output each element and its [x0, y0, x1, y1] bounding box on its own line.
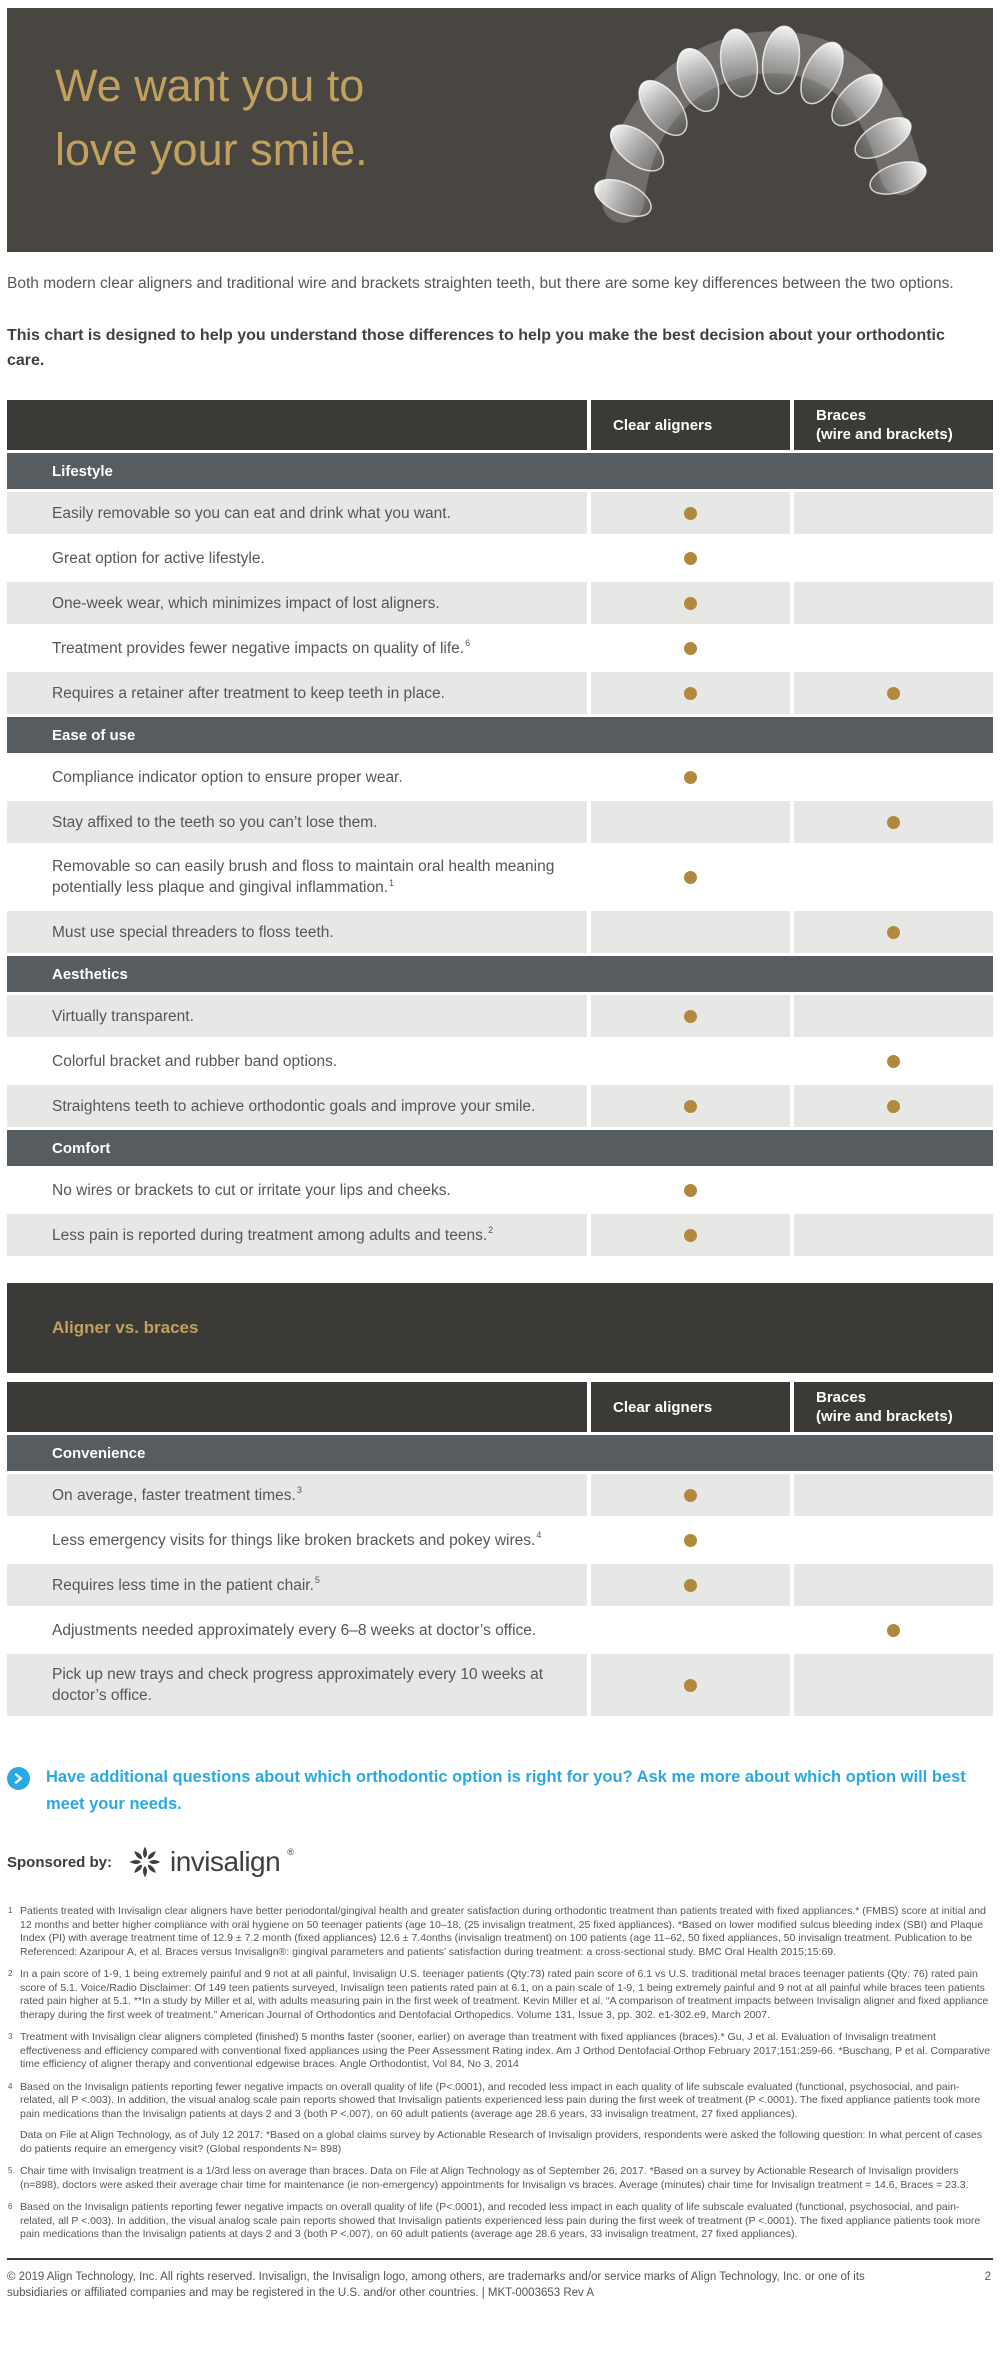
section-title: Aesthetics — [52, 965, 128, 983]
gold-dot-marker — [887, 926, 900, 939]
row-text: Straightens teeth to achieve orthodontic goals and improve your smile. — [52, 1097, 536, 1115]
gold-dot-marker — [887, 1055, 900, 1068]
header-braces — [794, 400, 993, 450]
invisalign-logo — [127, 1844, 294, 1880]
comparison-table-1 — [7, 400, 993, 1256]
gold-dot-marker — [684, 1184, 697, 1197]
footnote-text: Patients treated with Invisalign clear aligners have better periodontal/gingival health and greater satisfaction during orthodontic treatment than patients treated with fixed appliances.* (FMBS) score at initial and 12 months and better higher compliance with oral hygiene on 50 teenager patients (age 10–18, (25 invisalign treatment, 25 fixed appliances). *Based on lower modified sulcus bleeding index (SBI) and Plaque Index (PI) with average treatment time of 12.9 ± 7.2 month (fixed appliances) 12.6 ± 7.4onths (invisalign treatment) on 100 patients (age 11–62, 50 fixed appliances, 50 invisalign treatment. Publication to be Referenced: Azaripour A, et al. Braces versus Invisalign®: gingival parameters and patients’ satisfaction during treatment: a cross-sectional study. BMC Oral Health 2015;15:69. — [20, 1905, 986, 1958]
section-header — [7, 956, 993, 992]
gold-dot-marker — [887, 687, 900, 700]
row-footnote-ref: 1 — [389, 877, 395, 888]
gold-dot-marker — [684, 1100, 697, 1113]
braces-cell — [794, 1474, 993, 1516]
table-row — [7, 672, 993, 714]
hero-headline-line1: We want you to — [55, 60, 365, 111]
row-description — [7, 1609, 587, 1651]
copyright-text: © 2019 Align Technology, Inc. All rights reserved. Invisalign, the Invisalign logo, among others, are trademarks and/or service marks of Align Technology, Inc. or one of its subsidiaries or affiliated companies and may be registered in the U.S. and/or other countries. | MKT-0003653 Rev A — [7, 2270, 865, 2299]
footnote-text: In a pain score of 1-9, 1 being extremely painful and 9 not at all painful, Invisalign U.S. teenager patients (Qty:73) rated pain score of 6.1 vs U.S. traditional metal braces teenager patients (Qty: 76) rated pain score of 5.1. Voice/Radio Disclaimer: Of 149 teen patients surveyed, Invisalign teen patients rated pain at 6.1, on a pain scale of 1-9, 1 being extremely painful and 9 not at all painful while braces teen patients rated pain higher at 5.1. **In a study by Miller et al, with adults measuring pain in the first week of treatment. Kevin Miller et al. “A comparison of treatment impacts between Invisalign aligner and fixed appliance therapy during the first week of treatment.” American Journal of Orthodontics and Dentofacial Orthopedics. Volume 131, Issue 3, pp. 302. e1-302.e9, March 2007. — [20, 1968, 989, 2021]
footnote-2 — [7, 1968, 993, 2022]
footnote-text: Chair time with Invisalign treatment is a 1/3rd less on average than braces. Data on File at Align Technology as of September 26, 2017. *Based on a survey by Actionable Research of Invisalign providers (n=898), doctors were asked their average chair time for maintenance (ie non-emergency) appointments for Invisalign vs braces. Average (minutes) chair time for Invisalign treatment = 14.6, Braces = 23.3. — [20, 2165, 969, 2191]
invisalign-starburst-icon — [127, 1844, 163, 1880]
braces-cell — [794, 627, 993, 669]
intro-bold-paragraph: This chart is designed to help you understand those differences to help you make the best decision about your orthodontic care. — [7, 327, 945, 369]
braces-cell — [794, 1085, 993, 1127]
gold-dot-marker — [684, 642, 697, 655]
row-text: Removable so can easily brush and floss to maintain oral health meaning potentially less plaque and gingival inflammation. — [52, 858, 555, 896]
clear-aligners-cell — [591, 672, 790, 714]
footnote-1 — [7, 1905, 993, 1959]
braces-cell — [794, 1564, 993, 1606]
braces-cell — [794, 1654, 993, 1716]
table-row — [7, 1040, 993, 1082]
braces-sublabel: (wire and brackets) — [816, 1408, 953, 1425]
footnote-text-2: Data on File at Align Technology, as of July 12 2017: *Based on a global claims survey by Actionable Research of Invisalign providers, respondents were asked the following question: In what percent of cases do patients require an emergency visit? (Global respondents N= 898) — [20, 2129, 983, 2155]
row-description — [7, 627, 587, 669]
clear-aligner-image — [571, 16, 951, 249]
page-number: 2 — [984, 2270, 991, 2283]
clear-aligners-cell — [591, 537, 790, 579]
gold-dot-marker — [684, 1579, 697, 1592]
table-2-body — [7, 1435, 993, 1716]
row-description — [7, 911, 587, 953]
gold-dot-marker — [684, 507, 697, 520]
footnote-5 — [7, 2165, 993, 2192]
row-description — [7, 1214, 587, 1256]
table-row — [7, 846, 993, 908]
row-text: No wires or brackets to cut or irritate your lips and cheeks. — [52, 1181, 451, 1199]
clear-aligners-cell — [591, 1564, 790, 1606]
clear-aligners-cell — [591, 995, 790, 1037]
row-description — [7, 672, 587, 714]
section-title: Convenience — [52, 1444, 146, 1462]
clear-aligners-label: Clear aligners — [613, 1398, 713, 1416]
header-braces — [794, 1382, 993, 1432]
clear-aligners-cell — [591, 1040, 790, 1082]
table-row — [7, 756, 993, 798]
row-footnote-ref: 5 — [314, 1575, 320, 1586]
braces-cell — [794, 995, 993, 1037]
gold-dot-marker — [887, 816, 900, 829]
braces-cell — [794, 911, 993, 953]
header-clear-aligners — [591, 400, 790, 450]
footnote-text: Based on the Invisalign patients reporting fewer negative impacts on overall quality of life (P<.0001), and recoded less impact in each quality of life subscale evaluated (functional, psychosocial, and pain-related, all P <.003). In addition, the visual analog scale pain reports showed that Invisalign patients experienced less pain during the first week of treatment (P <.0001). The fixed appliance patients took more pain medications than the Invisalign patients at days 2 and 3 (both P <.007), on 60 adult patients (average age 28.6 years, 33 invisalign treatment, 27 fixed appliances). — [20, 2080, 981, 2120]
table-row — [7, 995, 993, 1037]
footnote-number: 1 — [8, 1906, 13, 1915]
footnote-number: 3 — [8, 2032, 13, 2041]
clear-aligners-cell — [591, 582, 790, 624]
braces-label: Braces — [816, 407, 867, 424]
gold-dot-marker — [887, 1624, 900, 1637]
footnotes — [7, 1905, 993, 2242]
table-header — [7, 1382, 993, 1432]
chevron-right-circle-icon — [7, 1767, 30, 1790]
gold-dot-marker — [684, 1679, 697, 1692]
sponsor-row — [7, 1844, 993, 1880]
row-text: Must use special threaders to floss teeth. — [52, 923, 334, 941]
gold-dot-marker — [684, 1229, 697, 1242]
registered-mark: ® — [287, 1847, 294, 1857]
footnote-number: 5 — [8, 2166, 13, 2175]
section-title: Ease of use — [52, 726, 136, 744]
row-text: On average, faster treatment times. — [52, 1486, 296, 1504]
row-description — [7, 1040, 587, 1082]
braces-label: Braces — [816, 1389, 867, 1406]
footnote-6 — [7, 2201, 993, 2242]
section-header — [7, 453, 993, 489]
clear-aligners-cell — [591, 801, 790, 843]
table-row — [7, 1609, 993, 1651]
braces-cell — [794, 1609, 993, 1651]
sponsored-by-label: Sponsored by: — [7, 1853, 113, 1871]
hero-headline — [55, 54, 368, 182]
invisalign-wordmark: invisalign — [170, 1846, 281, 1877]
clear-aligners-cell — [591, 492, 790, 534]
footnote-number: 6 — [8, 2202, 13, 2211]
row-description — [7, 1085, 587, 1127]
row-description — [7, 1474, 587, 1516]
clear-aligners-cell — [591, 846, 790, 908]
row-description — [7, 582, 587, 624]
braces-cell — [794, 801, 993, 843]
section-title: Lifestyle — [52, 462, 113, 480]
footnote-number: 4 — [8, 2081, 13, 2091]
row-text: Stay affixed to the teeth so you can’t lose them. — [52, 813, 378, 831]
aligner-vs-braces-title: Aligner vs. braces — [52, 1318, 199, 1337]
table-row — [7, 1085, 993, 1127]
hero-banner — [7, 8, 993, 252]
braces-cell — [794, 1040, 993, 1082]
row-description — [7, 492, 587, 534]
braces-cell — [794, 582, 993, 624]
row-description — [7, 995, 587, 1037]
table-row — [7, 801, 993, 843]
braces-cell — [794, 756, 993, 798]
table-row — [7, 1654, 993, 1716]
row-text: Pick up new trays and check progress approximately every 10 weeks at doctor’s office. — [52, 1666, 544, 1704]
braces-sublabel: (wire and brackets) — [816, 426, 953, 443]
header-empty-cell — [7, 1382, 587, 1432]
section-header — [7, 717, 993, 753]
intro-paragraph: Both modern clear aligners and traditional wire and brackets straighten teeth, but there are some key differences between the two options. — [7, 275, 954, 292]
clear-aligners-cell — [591, 1169, 790, 1211]
braces-cell — [794, 672, 993, 714]
gold-dot-marker — [684, 597, 697, 610]
row-description — [7, 1564, 587, 1606]
comparison-table-2 — [7, 1382, 993, 1716]
cta-text: Have additional questions about which orthodontic option is right for you? Ask me more about which option will best meet your needs. — [46, 1768, 966, 1813]
row-text: Less emergency visits for things like broken brackets and pokey wires. — [52, 1531, 536, 1549]
clear-aligners-cell — [591, 911, 790, 953]
aligner-vs-braces-band — [7, 1283, 993, 1373]
table-row — [7, 537, 993, 579]
braces-cell — [794, 1214, 993, 1256]
row-text: Adjustments needed approximately every 6–8 weeks at doctor’s office. — [52, 1621, 537, 1639]
row-description — [7, 846, 587, 908]
row-footnote-ref: 3 — [296, 1485, 302, 1496]
footnote-text: Based on the Invisalign patients reporting fewer negative impacts on overall quality of life (P<.0001), and recoded less impact in each quality of life subscale evaluated (functional, psychosocial, and pain-related, all P <.003). In addition, the visual analog scale pain reports showed that Invisalign patients experienced less pain during the first week of treatment (P <.0001). The fixed appliance patients took more pain medications than the Invisalign patients at days 2 and 3 (both P <.007), on 60 adult patients (average age 28.6 years, 33 invisalign treatment, 27 fixed appliances). — [20, 2201, 981, 2240]
cta-row — [7, 1764, 993, 1818]
table-1-body — [7, 453, 993, 1256]
row-text: Less pain is reported during treatment among adults and teens. — [52, 1226, 488, 1244]
gold-dot-marker — [684, 771, 697, 784]
table-row — [7, 582, 993, 624]
gold-dot-marker — [684, 687, 697, 700]
header-empty-cell — [7, 400, 587, 450]
table-row — [7, 627, 993, 669]
braces-cell — [794, 846, 993, 908]
gold-dot-marker — [684, 1489, 697, 1502]
row-text: Virtually transparent. — [52, 1007, 194, 1025]
braces-cell — [794, 1169, 993, 1211]
table-row — [7, 1169, 993, 1211]
footnote-4 — [7, 2081, 993, 2157]
section-header — [7, 1130, 993, 1166]
braces-cell — [794, 1519, 993, 1561]
row-description — [7, 1169, 587, 1211]
gold-dot-marker — [684, 871, 697, 884]
clear-aligners-cell — [591, 1214, 790, 1256]
braces-cell — [794, 492, 993, 534]
footnote-3 — [7, 2031, 993, 2072]
table-row — [7, 1564, 993, 1606]
footnote-text: Treatment with Invisalign clear aligners completed (finished) 5 months faster (sooner, earlier) on average than treatment with fixed appliances (braces).* Gu, J et al. Evaluation of Invisalign treatment effectiveness and efficiency compared with conventional fixed appliances using the Peer Assessment Rating index. Am J Orthod Dentofacial Orthop February 2017;151:259-66. *Buschang, P et al. Comparative time efficiency of aligner therapy and conventional edgewise braces. Angle Orthodontist, Vol 84, No 3, 2014 — [20, 2031, 991, 2070]
table-row — [7, 1214, 993, 1256]
row-footnote-ref: 6 — [465, 638, 471, 649]
row-footnote-ref: 4 — [536, 1530, 542, 1541]
row-text: Colorful bracket and rubber band options. — [52, 1052, 338, 1070]
row-description — [7, 537, 587, 579]
gold-dot-marker — [684, 1534, 697, 1547]
section-header — [7, 1435, 993, 1471]
table-row — [7, 1519, 993, 1561]
row-description — [7, 1519, 587, 1561]
clear-aligners-cell — [591, 756, 790, 798]
clear-aligners-cell — [591, 1654, 790, 1716]
clear-aligners-cell — [591, 1474, 790, 1516]
row-footnote-ref: 2 — [488, 1225, 494, 1236]
row-text: Requires a retainer after treatment to keep teeth in place. — [52, 684, 445, 702]
page-footer — [7, 2258, 993, 2315]
row-text: One-week wear, which minimizes impact of lost aligners. — [52, 594, 440, 612]
table-header — [7, 400, 993, 450]
section-title: Comfort — [52, 1139, 111, 1157]
clear-aligners-cell — [591, 1085, 790, 1127]
braces-cell — [794, 537, 993, 579]
row-description — [7, 1654, 587, 1716]
clear-aligners-cell — [591, 1609, 790, 1651]
gold-dot-marker — [887, 1100, 900, 1113]
table-row — [7, 1474, 993, 1516]
clear-aligners-label: Clear aligners — [613, 416, 713, 434]
gold-dot-marker — [684, 552, 697, 565]
row-description — [7, 801, 587, 843]
row-text: Treatment provides fewer negative impacts on quality of life. — [52, 639, 465, 657]
table-row — [7, 492, 993, 534]
header-clear-aligners — [591, 1382, 790, 1432]
row-text: Easily removable so you can eat and drink what you want. — [52, 504, 451, 522]
row-text: Requires less time in the patient chair. — [52, 1576, 314, 1594]
table-row — [7, 911, 993, 953]
row-text: Great option for active lifestyle. — [52, 549, 265, 567]
clear-aligners-cell — [591, 1519, 790, 1561]
footnote-number: 2 — [8, 1969, 13, 1978]
row-description — [7, 756, 587, 798]
gold-dot-marker — [684, 1010, 697, 1023]
hero-headline-line2: love your smile. — [55, 124, 368, 175]
clear-aligners-cell — [591, 627, 790, 669]
row-text: Compliance indicator option to ensure proper wear. — [52, 768, 403, 786]
